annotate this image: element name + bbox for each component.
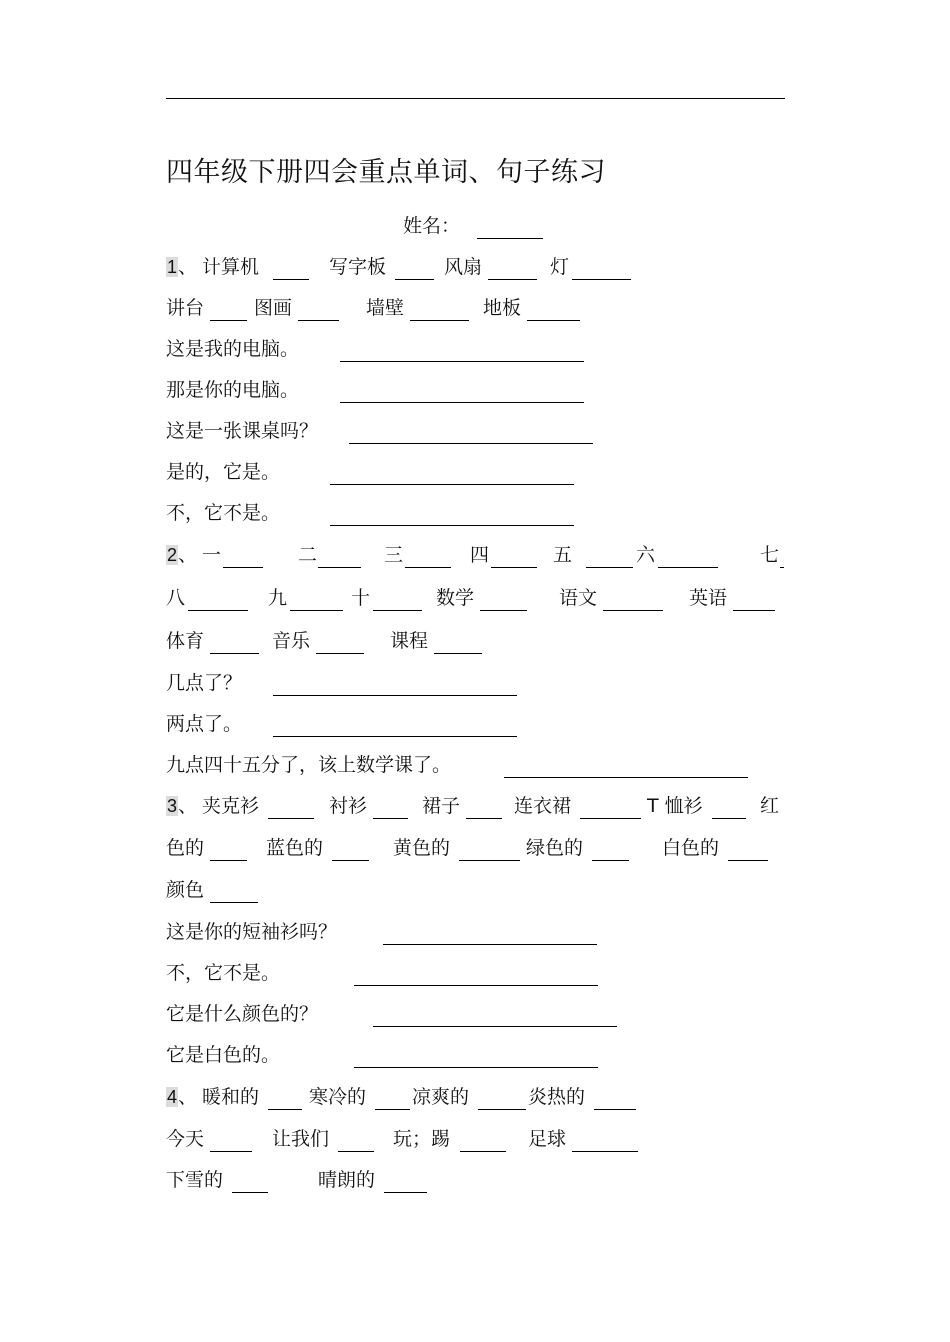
vocab-blank[interactable] xyxy=(592,860,629,861)
vocab-item: T 恤衫 xyxy=(647,795,703,817)
section-number: 3、 xyxy=(167,795,198,817)
vocab-item: 四 xyxy=(470,544,490,566)
sentence-blank[interactable] xyxy=(340,361,584,362)
vocab-item: 蓝色的 xyxy=(266,837,324,859)
vocab-blank[interactable] xyxy=(375,1109,410,1110)
vocab-item: 二 xyxy=(298,544,318,566)
vocab-blank[interactable] xyxy=(480,610,527,611)
vocab-blank[interactable] xyxy=(268,1109,302,1110)
sentence-text: 九点四十五分了，该上数学课了。 xyxy=(166,754,452,776)
vocab-blank[interactable] xyxy=(395,279,434,280)
vocab-blank[interactable] xyxy=(316,653,364,654)
vocab-blank[interactable] xyxy=(603,610,663,611)
sentence-blank[interactable] xyxy=(330,525,574,526)
vocab-blank[interactable] xyxy=(210,1151,252,1152)
vocab-item: 让我们 xyxy=(272,1128,330,1150)
vocab-blank[interactable] xyxy=(460,1151,506,1152)
vocab-item: 墙壁 xyxy=(366,297,405,319)
vocab-item: 炎热的 xyxy=(528,1086,586,1108)
vocab-blank[interactable] xyxy=(780,567,784,568)
vocab-item: 凉爽的 xyxy=(412,1086,470,1108)
sentence-blank[interactable] xyxy=(504,777,748,778)
vocab-item: 晴朗的 xyxy=(318,1169,376,1191)
vocab-item: 图画 xyxy=(254,297,293,319)
vocab-blank[interactable] xyxy=(268,818,314,819)
sentence-blank[interactable] xyxy=(373,1026,617,1027)
sentence-blank[interactable] xyxy=(330,484,574,485)
vocab-item: 九 xyxy=(268,587,288,609)
sentence-blank[interactable] xyxy=(273,695,517,696)
vocab-item: 绿色的 xyxy=(526,837,584,859)
vocab-item: 八 xyxy=(166,587,186,609)
sentence-text: 这是你的短袖衫吗？ xyxy=(166,921,338,943)
vocab-blank[interactable] xyxy=(232,1192,268,1193)
vocab-item: 灯 xyxy=(550,256,570,278)
vocab-item: 白色的 xyxy=(662,837,720,859)
sentence-blank[interactable] xyxy=(354,1067,598,1068)
vocab-blank[interactable] xyxy=(728,860,768,861)
vocab-item: 计算机 xyxy=(202,256,260,278)
vocab-item: 写字板 xyxy=(329,256,387,278)
vocab-item: 十 xyxy=(351,587,371,609)
vocab-blank[interactable] xyxy=(459,860,520,861)
name-blank[interactable] xyxy=(477,238,543,239)
vocab-blank[interactable] xyxy=(332,860,369,861)
vocab-blank[interactable] xyxy=(273,279,309,280)
vocab-item: 连衣裙 xyxy=(514,795,572,817)
vocab-item: 衬衫 xyxy=(329,795,368,817)
sentence-text: 不，它不是。 xyxy=(166,962,281,984)
vocab-item: 讲台 xyxy=(166,297,205,319)
vocab-blank[interactable] xyxy=(658,567,718,568)
vocab-blank[interactable] xyxy=(572,279,631,280)
vocab-blank[interactable] xyxy=(478,1109,526,1110)
vocab-item: 裙子 xyxy=(422,795,461,817)
sentence-text: 它是什么颜色的？ xyxy=(166,1003,319,1025)
vocab-blank[interactable] xyxy=(318,567,361,568)
vocab-item: 英语 xyxy=(689,587,728,609)
vocab-blank[interactable] xyxy=(210,320,247,321)
sentence-text: 它是白色的。 xyxy=(166,1044,281,1066)
vocab-blank[interactable] xyxy=(466,818,502,819)
vocab-item: 音乐 xyxy=(272,630,311,652)
sentence-blank[interactable] xyxy=(349,443,593,444)
vocab-item: 今天 xyxy=(166,1128,205,1150)
vocab-blank[interactable] xyxy=(338,1151,374,1152)
vocab-blank[interactable] xyxy=(384,1192,427,1193)
vocab-blank[interactable] xyxy=(210,902,258,903)
sentence-text: 几点了？ xyxy=(166,672,243,694)
sentence-blank[interactable] xyxy=(273,736,517,737)
vocab-item: 下雪的 xyxy=(166,1169,224,1191)
page-title: 四年级下册四会重点单词、句子练习 xyxy=(166,157,606,188)
sentence-text: 这是我的电脑。 xyxy=(166,338,300,360)
vocab-blank[interactable] xyxy=(488,279,537,280)
section-number: 4、 xyxy=(167,1086,198,1108)
vocab-item: 风扇 xyxy=(444,256,483,278)
vocab-item: 玩；踢 xyxy=(393,1128,451,1150)
name-label: 姓名： xyxy=(403,215,461,237)
vocab-blank[interactable] xyxy=(712,818,746,819)
section-number: 1、 xyxy=(167,256,198,278)
vocab-blank[interactable] xyxy=(580,818,641,819)
vocab-item: 足球 xyxy=(528,1128,567,1150)
vocab-blank[interactable] xyxy=(594,1109,636,1110)
vocab-item: 七 xyxy=(760,544,780,566)
vocab-item: 色的 xyxy=(166,837,205,859)
vocab-blank[interactable] xyxy=(410,320,469,321)
sentence-blank[interactable] xyxy=(354,985,598,986)
header-rule xyxy=(166,98,785,99)
vocab-blank[interactable] xyxy=(223,567,263,568)
vocab-item: 一 xyxy=(202,544,222,566)
sentence-text: 不，它不是。 xyxy=(166,502,281,524)
vocab-blank[interactable] xyxy=(527,320,580,321)
vocab-blank[interactable] xyxy=(298,320,339,321)
vocab-blank[interactable] xyxy=(733,610,775,611)
vocab-item: 黄色的 xyxy=(393,837,451,859)
sentence-text: 两点了。 xyxy=(166,713,243,735)
vocab-blank[interactable] xyxy=(210,860,247,861)
vocab-blank[interactable] xyxy=(373,818,408,819)
vocab-item: 课程 xyxy=(390,630,429,652)
vocab-item: 红 xyxy=(760,795,780,817)
vocab-item: 颜色 xyxy=(166,879,205,901)
sentence-text: 这是一张课桌吗？ xyxy=(166,420,319,442)
sentence-blank[interactable] xyxy=(383,944,597,945)
vocab-item: 三 xyxy=(384,544,404,566)
vocab-item: 暖和的 xyxy=(202,1086,260,1108)
vocab-item: 寒冷的 xyxy=(309,1086,367,1108)
vocab-item: 数学 xyxy=(436,587,475,609)
sentence-blank[interactable] xyxy=(340,402,584,403)
vocab-blank[interactable] xyxy=(188,610,248,611)
vocab-item: 地板 xyxy=(483,297,522,319)
vocab-item: 语文 xyxy=(559,587,598,609)
sentence-text: 是的，它是。 xyxy=(166,461,281,483)
vocab-item: 五 xyxy=(553,544,573,566)
vocab-item: 体育 xyxy=(166,630,205,652)
vocab-blank[interactable] xyxy=(572,1151,638,1152)
vocab-item: 夹克衫 xyxy=(202,795,260,817)
vocab-blank[interactable] xyxy=(290,610,343,611)
vocab-blank[interactable] xyxy=(373,610,422,611)
vocab-blank[interactable] xyxy=(586,567,633,568)
vocab-blank[interactable] xyxy=(210,653,259,654)
vocab-item: 六 xyxy=(636,544,656,566)
sentence-text: 那是你的电脑。 xyxy=(166,379,300,401)
vocab-blank[interactable] xyxy=(491,567,537,568)
vocab-blank[interactable] xyxy=(405,567,451,568)
vocab-blank[interactable] xyxy=(434,653,482,654)
section-number: 2、 xyxy=(167,544,198,566)
